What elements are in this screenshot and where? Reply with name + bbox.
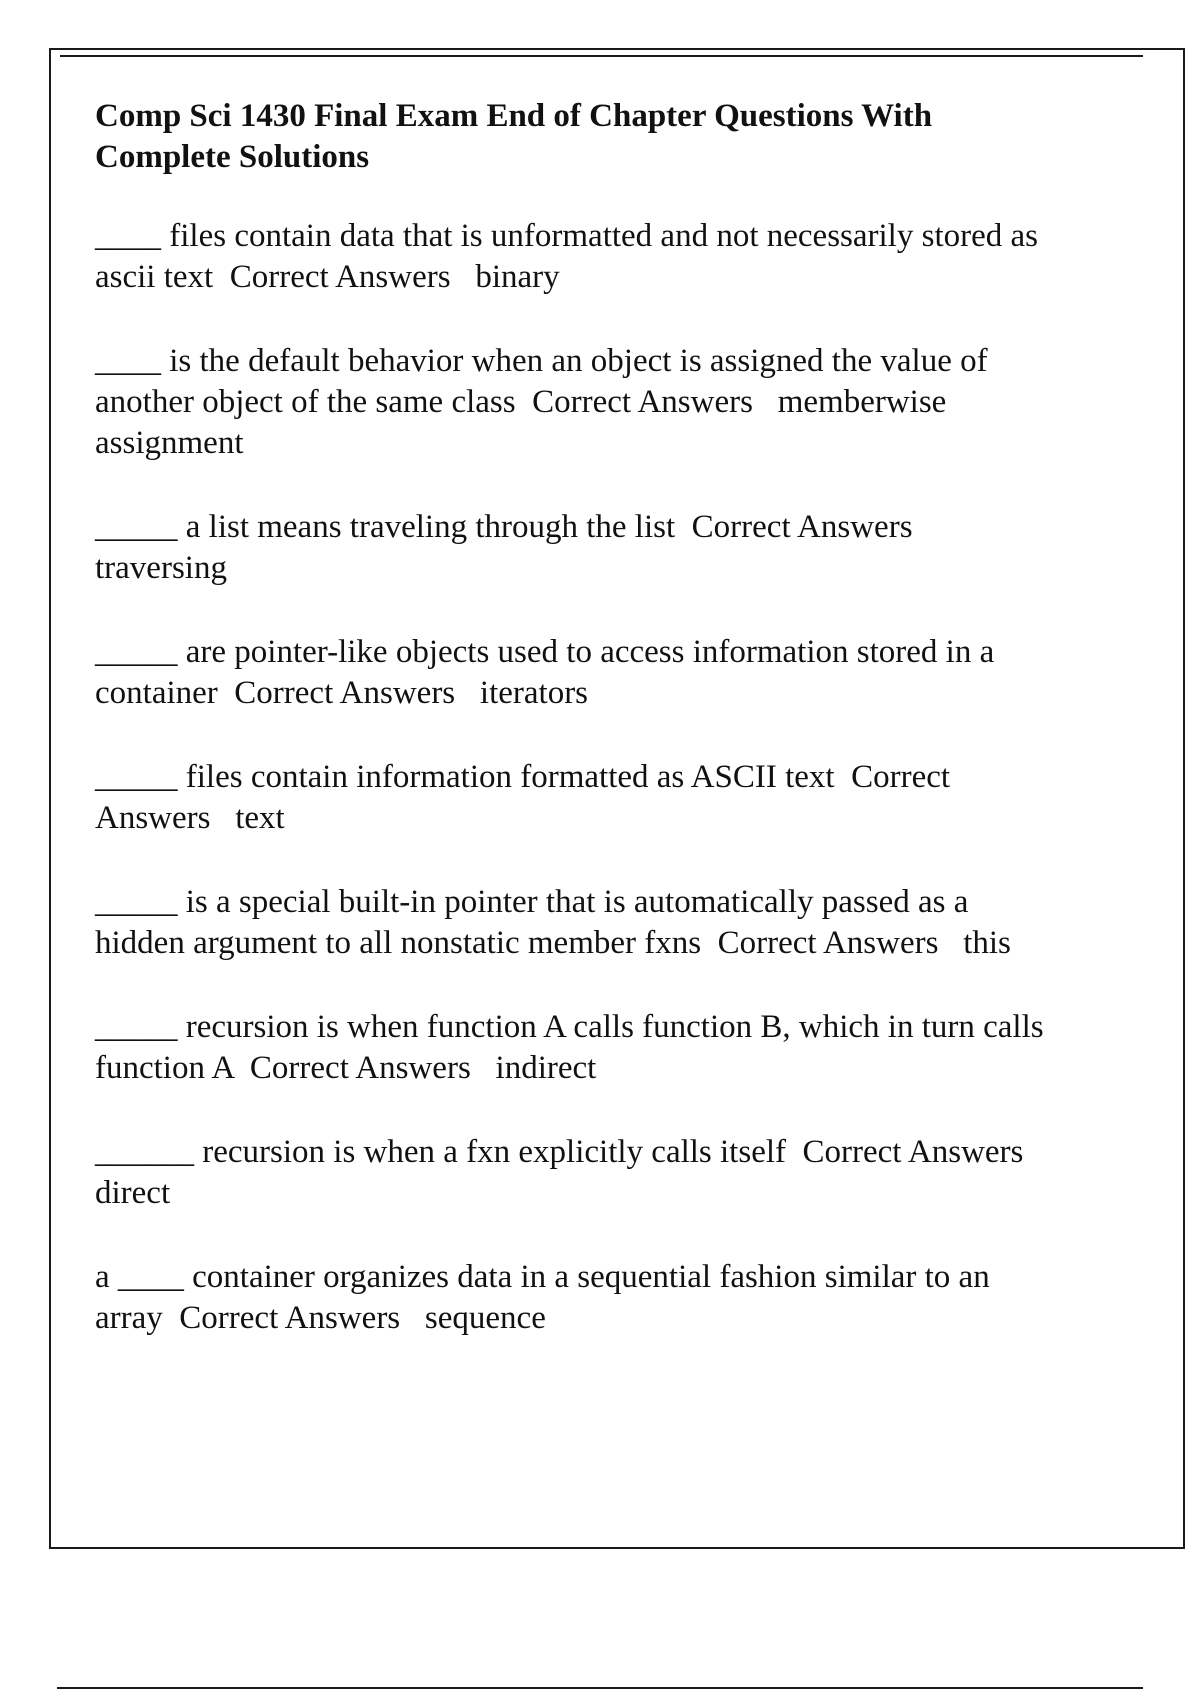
answer-text: memberwise assignment xyxy=(95,384,955,461)
answer-label: Correct Answers xyxy=(691,509,913,545)
answer-label: Correct Answers xyxy=(229,259,451,295)
qa-item-7 xyxy=(95,1007,1055,1089)
top-rule xyxy=(60,55,1143,57)
qa-item-9 xyxy=(95,1257,1055,1339)
question-text: _____ a list means traveling through the list xyxy=(95,509,676,545)
question-text: _____ is a special built-in pointer that is automatically passed as a hidden argument to all nonstatic member fxns xyxy=(95,884,977,961)
question-text: ______ recursion is when a fxn explicitly calls itself xyxy=(95,1134,787,1170)
qa-item-1 xyxy=(95,216,1055,298)
question-text: ____ files contain data that is unformatted and not necessarily stored as ascii text xyxy=(95,218,1047,295)
answer-text: traversing xyxy=(95,550,227,586)
qa-item-5 xyxy=(95,757,1055,839)
question-text: _____ are pointer-like objects used to access information stored in a container xyxy=(95,634,1003,711)
answer-text: this xyxy=(963,925,1011,961)
answer-label: Correct Answers xyxy=(179,1300,401,1336)
answer-text: binary xyxy=(475,259,560,295)
question-text: _____ files contain information formatted as ASCII text xyxy=(95,759,835,795)
answer-label: Correct Answers xyxy=(802,1134,1024,1170)
qa-item-4 xyxy=(95,632,1055,714)
question-text: a ____ container organizes data in a sequential fashion similar to an array xyxy=(95,1259,998,1336)
answer-label: Correct Answers xyxy=(532,384,753,420)
question-text: _____ recursion is when function A calls function B, which in turn calls function A xyxy=(95,1009,1052,1086)
answer-text: sequence xyxy=(424,1300,546,1336)
answer-label: Correct Answers xyxy=(717,925,939,961)
question-text: ____ is the default behavior when an object is assigned the value of another object of the same class xyxy=(95,343,996,420)
qa-item-6 xyxy=(95,882,1055,964)
document-content xyxy=(95,96,1055,1382)
answer-text: direct xyxy=(95,1175,171,1211)
answer-text: indirect xyxy=(495,1050,597,1086)
answer-label: Correct Answers xyxy=(95,759,957,836)
answer-label: Correct Answers xyxy=(249,1050,471,1086)
document-title: Comp Sci 1430 Final Exam End of Chapter Questions With Complete Solutions xyxy=(95,98,933,175)
bottom-rule xyxy=(57,1687,1143,1689)
answer-label: Correct Answers xyxy=(234,675,456,711)
answer-text: text xyxy=(235,800,285,836)
answer-text: iterators xyxy=(479,675,589,711)
qa-item-8 xyxy=(95,1132,1055,1214)
qa-item-2 xyxy=(95,341,1055,464)
qa-item-3 xyxy=(95,507,1055,589)
